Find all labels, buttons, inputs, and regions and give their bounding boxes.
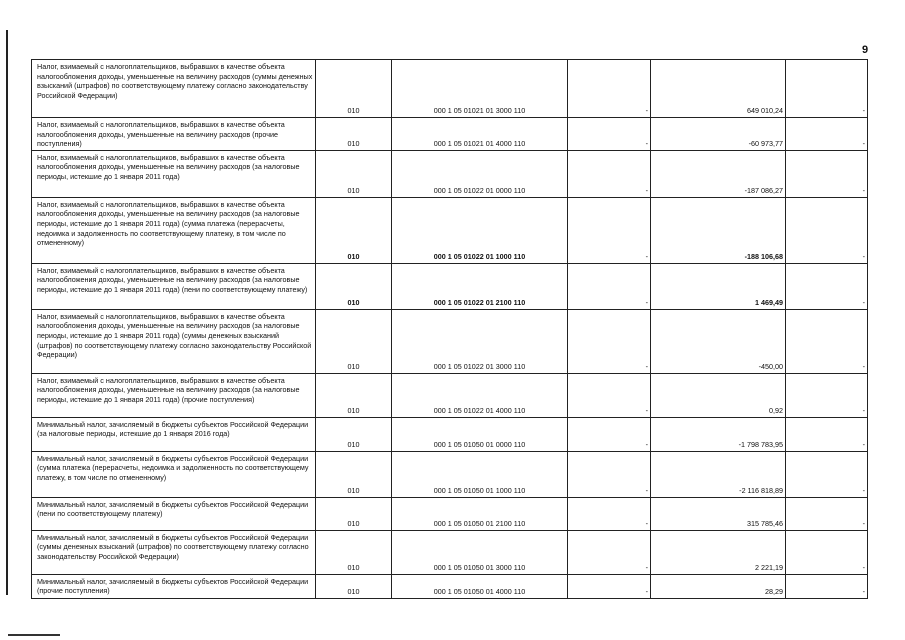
row-name: Налог, взимаемый с налогоплательщиков, выбравших в качестве объекта налогообложения доходы, уменьшенные на величину расходов (прочие поступления): [32, 118, 316, 151]
row-line-code: 010: [316, 497, 392, 530]
row-extra-value: -: [786, 197, 868, 263]
row-line-code: 010: [316, 197, 392, 263]
row-line-code: 010: [316, 309, 392, 373]
row-extra-value: -: [786, 60, 868, 118]
row-name: Минимальный налог, зачисляемый в бюджеты субъектов Российской Федерации (прочие поступления): [32, 574, 316, 598]
row-line-code: 010: [316, 60, 392, 118]
table-row: [32, 60, 868, 118]
row-line-code: 010: [316, 263, 392, 309]
row-line-code: 010: [316, 150, 392, 197]
row-executed-value: -188 106,68: [651, 197, 786, 263]
row-executed-value: 315 785,46: [651, 497, 786, 530]
page-bottom-mark: [8, 634, 60, 636]
row-line-code: 010: [316, 530, 392, 574]
row-extra-value: -: [786, 263, 868, 309]
row-extra-value: -: [786, 373, 868, 417]
row-name: Минимальный налог, зачисляемый в бюджеты субъектов Российской Федерации (сумма платежа (перерасчеты, недоимка и задолженность по соответствующему платежу, в том числе по отмененному): [32, 451, 316, 497]
table-row: [32, 263, 868, 309]
row-executed-value: -1 798 783,95: [651, 417, 786, 451]
income-report-table: [31, 59, 868, 599]
row-extra-value: -: [786, 417, 868, 451]
row-plan-value: -: [568, 417, 651, 451]
row-extra-value: -: [786, 497, 868, 530]
table-row: [32, 451, 868, 497]
table-row: [32, 497, 868, 530]
row-extra-value: -: [786, 309, 868, 373]
row-budget-code: 000 1 05 01021 01 3000 110: [392, 60, 568, 118]
row-budget-code: 000 1 05 01050 01 0000 110: [392, 417, 568, 451]
row-plan-value: -: [568, 574, 651, 598]
row-budget-code: 000 1 05 01022 01 4000 110: [392, 373, 568, 417]
row-budget-code: 000 1 05 01022 01 3000 110: [392, 309, 568, 373]
row-budget-code: 000 1 05 01050 01 3000 110: [392, 530, 568, 574]
row-plan-value: -: [568, 309, 651, 373]
row-executed-value: -187 086,27: [651, 150, 786, 197]
row-executed-value: -450,00: [651, 309, 786, 373]
row-extra-value: -: [786, 150, 868, 197]
row-plan-value: -: [568, 530, 651, 574]
row-line-code: 010: [316, 118, 392, 151]
row-budget-code: 000 1 05 01050 01 1000 110: [392, 451, 568, 497]
row-executed-value: 0,92: [651, 373, 786, 417]
row-name: Налог, взимаемый с налогоплательщиков, выбравших в качестве объекта налогообложения доходы, уменьшенные на величину расходов (за налоговые периоды, истекшие до 1 января 2011 года) (пени по соответствующему платежу): [32, 263, 316, 309]
table-row: [32, 197, 868, 263]
row-plan-value: -: [568, 497, 651, 530]
row-budget-code: 000 1 05 01022 01 0000 110: [392, 150, 568, 197]
row-extra-value: -: [786, 118, 868, 151]
row-plan-value: -: [568, 118, 651, 151]
row-plan-value: -: [568, 263, 651, 309]
row-extra-value: -: [786, 574, 868, 598]
row-budget-code: 000 1 05 01050 01 4000 110: [392, 574, 568, 598]
row-executed-value: 649 010,24: [651, 60, 786, 118]
row-line-code: 010: [316, 574, 392, 598]
table-row: [32, 373, 868, 417]
row-executed-value: 1 469,49: [651, 263, 786, 309]
row-name: Налог, взимаемый с налогоплательщиков, выбравших в качестве объекта налогообложения доходы, уменьшенные на величину расходов (за налоговые периоды, истекшие до 1 января 2011 года) (сумма платежа (перерасчеты, недоимка и задолженность по соответствующему платежу, в том числе по отмененному): [32, 197, 316, 263]
row-plan-value: -: [568, 150, 651, 197]
row-extra-value: -: [786, 530, 868, 574]
row-extra-value: -: [786, 451, 868, 497]
row-plan-value: -: [568, 373, 651, 417]
row-executed-value: 2 221,19: [651, 530, 786, 574]
table-row: [32, 574, 868, 598]
row-name: Минимальный налог, зачисляемый в бюджеты субъектов Российской Федерации (за налоговые периоды, истекшие до 1 января 2016 года): [32, 417, 316, 451]
row-plan-value: -: [568, 60, 651, 118]
page-left-border-line: [6, 30, 8, 595]
row-line-code: 010: [316, 451, 392, 497]
row-name: Минимальный налог, зачисляемый в бюджеты субъектов Российской Федерации (пени по соответствующему платежу): [32, 497, 316, 530]
row-executed-value: -60 973,77: [651, 118, 786, 151]
row-name: Налог, взимаемый с налогоплательщиков, выбравших в качестве объекта налогообложения доходы, уменьшенные на величину расходов (суммы денежных взысканий (штрафов) по соответствующему платежу согласно законодательству Российской Федерации): [32, 60, 316, 118]
table-row: [32, 150, 868, 197]
row-executed-value: -2 116 818,89: [651, 451, 786, 497]
row-executed-value: 28,29: [651, 574, 786, 598]
row-plan-value: -: [568, 451, 651, 497]
row-line-code: 010: [316, 373, 392, 417]
table-row: [32, 530, 868, 574]
row-budget-code: 000 1 05 01050 01 2100 110: [392, 497, 568, 530]
page-number: 9: [862, 44, 869, 56]
row-name: Налог, взимаемый с налогоплательщиков, выбравших в качестве объекта налогообложения доходы, уменьшенные на величину расходов (за налоговые периоды, истекшие до 1 января 2011 года) (суммы денежных взысканий (штрафов) по соответствующему платежу согласно законодательству Российской Федерации): [32, 309, 316, 373]
row-name: Минимальный налог, зачисляемый в бюджеты субъектов Российской Федерации (суммы денежных взысканий (штрафов) по соответствующему платежу согласно законодательству Российской Федерации): [32, 530, 316, 574]
table-row: [32, 309, 868, 373]
row-budget-code: 000 1 05 01021 01 4000 110: [392, 118, 568, 151]
row-plan-value: -: [568, 197, 651, 263]
row-budget-code: 000 1 05 01022 01 2100 110: [392, 263, 568, 309]
table-row: [32, 118, 868, 151]
row-name: Налог, взимаемый с налогоплательщиков, выбравших в качестве объекта налогообложения доходы, уменьшенные на величину расходов (за налоговые периоды, истекшие до 1 января 2011 года): [32, 150, 316, 197]
row-name: Налог, взимаемый с налогоплательщиков, выбравших в качестве объекта налогообложения доходы, уменьшенные на величину расходов (за налоговые периоды, истекшие до 1 января 2011 года) (прочие поступления): [32, 373, 316, 417]
table-row: [32, 417, 868, 451]
row-budget-code: 000 1 05 01022 01 1000 110: [392, 197, 568, 263]
row-line-code: 010: [316, 417, 392, 451]
